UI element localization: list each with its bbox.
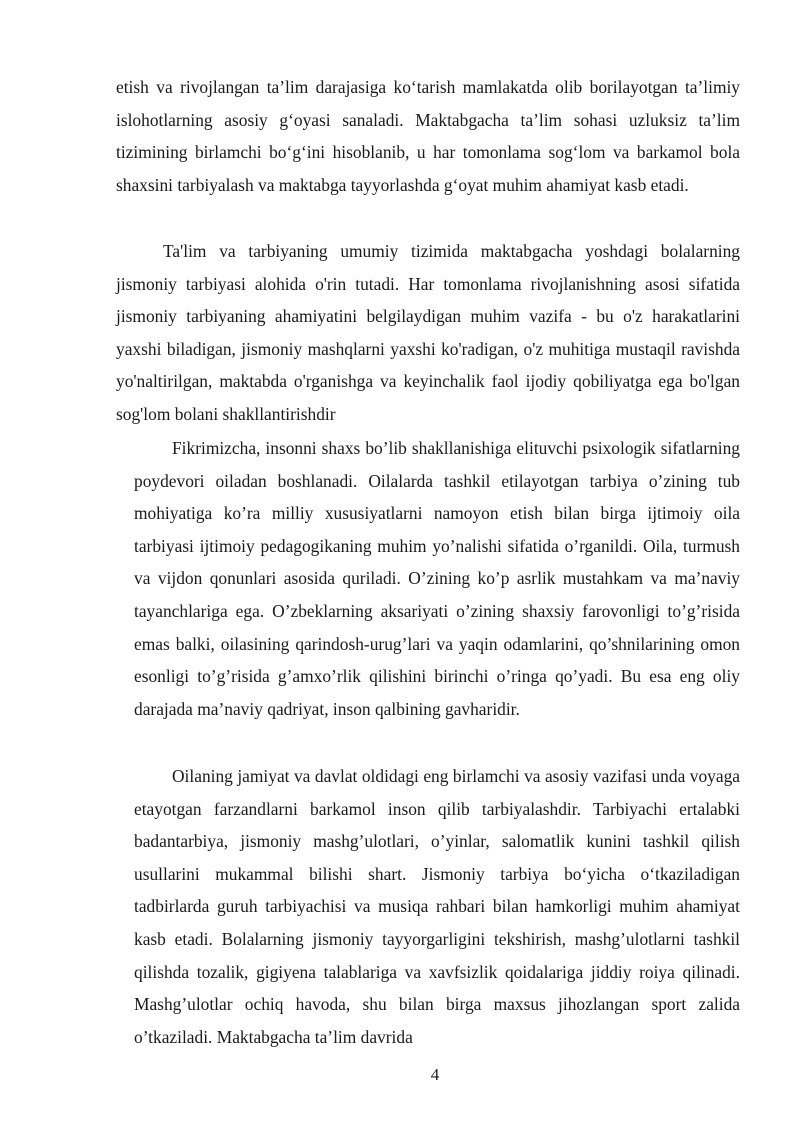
page-number: 4 xyxy=(430,1065,440,1084)
paragraph-physical-education: Ta'lim va tarbiyaning umumiy tizimida maktabgacha yoshdagi bolalarning jismoniy tarbiyasi alohida o'rin tutadi. Har tomonlama rivojlanishning asosi sifatida jismoniy tarbiyaning ahamiyatini belgilaydigan muhim vazifa - bu o'z harakatlarini yaxshi biladigan, jismoniy mashqlarni yaxshi ko'radigan, o'z muhitiga mustaqil ravishda yo'naltirilgan, maktabda o'rganishga va keyinchalik faol ijodiy qobiliyatga ega bo'lgan sog'lom bolani shakllantirishdir xyxy=(116,241,740,424)
paragraph-family-duty: Oilaning jamiyat va davlat oldidagi eng birlamchi va asosiy vazifasi unda voyaga etayotgan farzandlarni barkamol inson qilib tarbiyalashdir. Tarbiyachi ertalabki badantarbiya, jismoniy mashg’ulotlari, o’yinlar, salomatlik kunini tashkil qilish usullarini mukammal bilishi shart. Jismoniy tarbiya bo‘yicha o‘tkaziladigan tadbirlarda guruh tarbiyachisi va musiqa rahbari bilan hamkorligi muhim ahamiyat kasb etadi. Bolalarning jismoniy tayyorgarligini tekshirish, mashg’ulotlarni tashkil qilishda tozalik, gigiyena talablariga va xavfsizlik qoidalariga jiddiy roiya qilinadi. Mashg’ulotlar ochiq havoda, shu bilan birga maxsus jihozlangan sport zalida o’tkaziladi. Maktabgacha ta’lim davrida xyxy=(134,766,740,1047)
paragraph-family-foundation: Fikrimizcha, insonni shaxs bo’lib shakllanishiga elituvchi psixologik sifatlarning poydevori oiladan boshlanadi. Oilalarda tashkil etilayotgan tarbiya o’zining tub mohiyatiga ko’ra milliy xususiyatlarni namoyon etish bilan birga ijtimoiy oila tarbiyasi ijtimoiy pedagogikaning muhim yo’nalishi sifatida o’rganildi. Oila, turmush va vijdon qonunlari asosida quriladi. O’zining ko’p asrlik mustahkam va ma’naviy tayanchlariga ega. O’zbeklarning aksariyati o’zining shaxsiy farovonligi to’g’risida emas balki, oilasining qarindosh-urug’lari va yaqin odamlarini, qo’shnilarining omon esonligi to’g’risida g’amxo’rlik qilishini birinchi o’ringa qo’yadi. Bu esa eng oliy darajada ma’naviy qadriyat, inson qalbining gavharidir. xyxy=(134,438,740,719)
paragraph-continuation: etish va rivojlangan ta’lim darajasiga ko‘tarish mamlakatda olib borilayotgan ta’limiy islohotlarning asosiy g‘oyasi sanaladi. Maktabgacha ta’lim sohasi uzluksiz ta’lim tizimining birlamchi bo‘g‘ini hisoblanib, u har tomonlama sog‘lom va barkamol bola shaxsini tarbiyalash va maktabga tayyorlashda g‘oyat muhim ahamiyat kasb etadi. xyxy=(116,77,740,195)
